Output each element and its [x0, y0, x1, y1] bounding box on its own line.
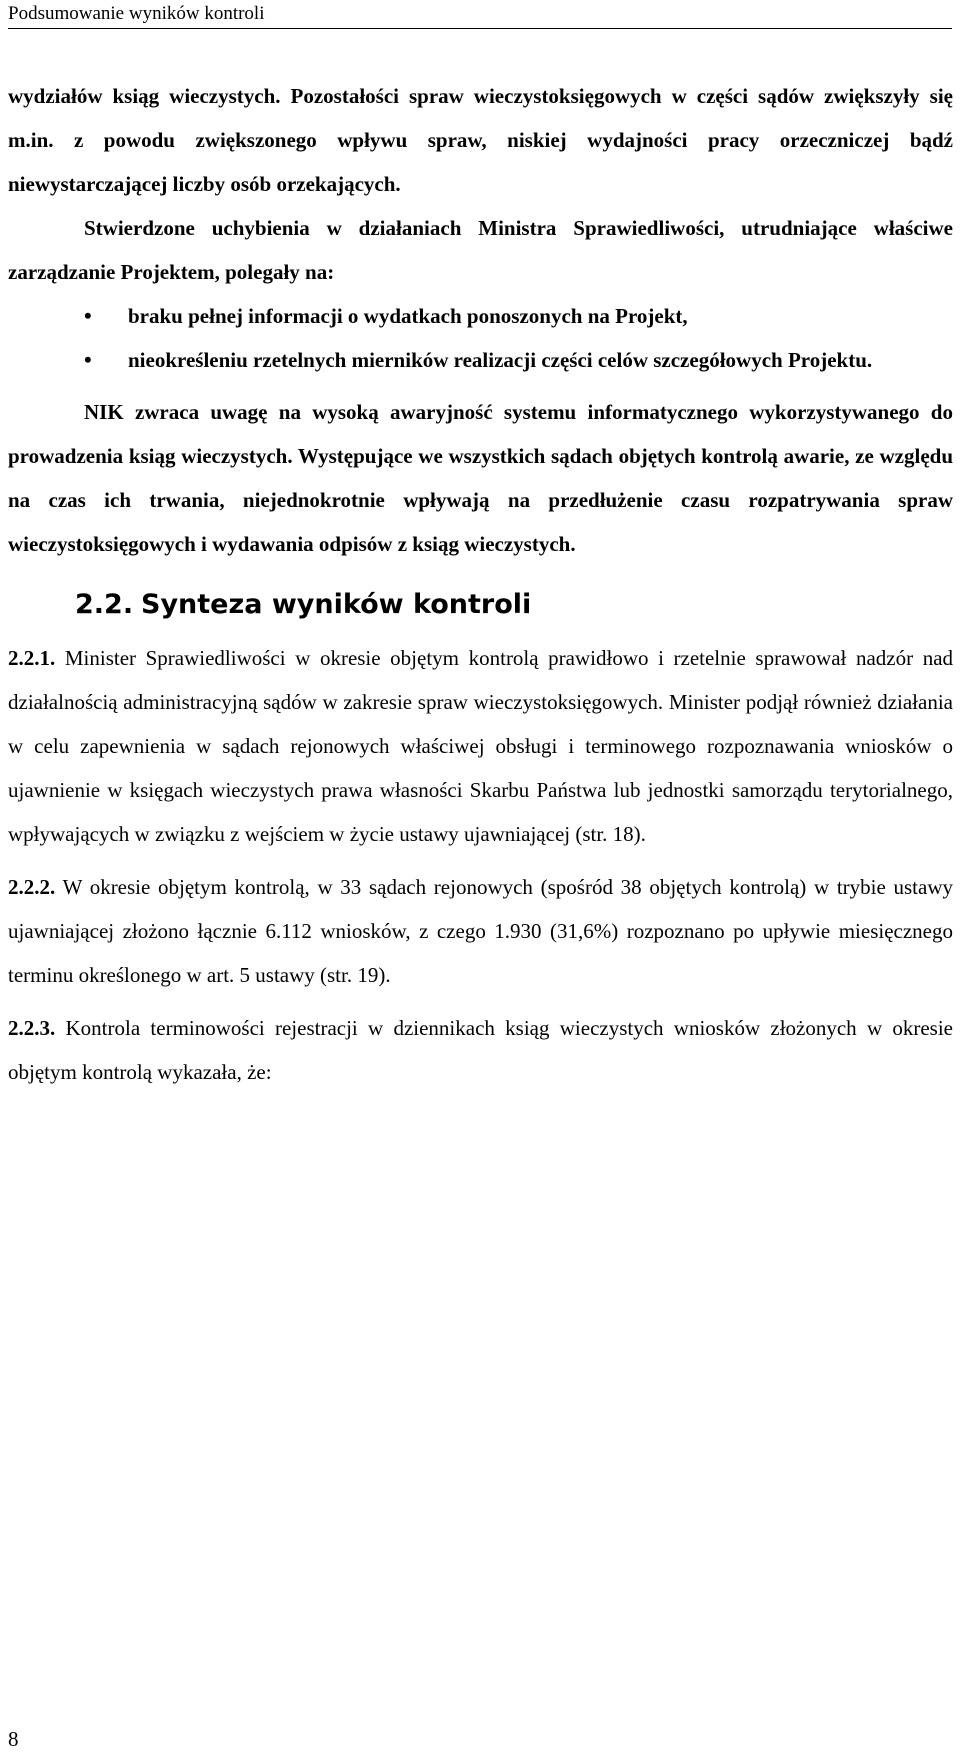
section-number: 2.2. — [75, 589, 134, 620]
paragraph-continuation: wydziałów ksiąg wieczystych. Pozostałości spraw wieczystoksięgowych w części sądów zwiększyły się m.in. z powodu zwiększonego wpływu spraw, niskiej wydajności pracy orzeczniczej bądź niewystarczającej liczby osób orzekających. — [8, 84, 953, 196]
numbered-paragraph — [8, 865, 953, 997]
bullet-list — [8, 294, 953, 382]
list-item — [8, 294, 953, 338]
running-header: Podsumowanie wyników kontroli — [8, 3, 265, 24]
paragraph-number: 2.2.3. — [8, 1016, 56, 1040]
paragraph-number: 2.2.2. — [8, 875, 56, 899]
header-rule — [8, 28, 952, 29]
list-item — [8, 338, 953, 382]
paragraph-text: W okresie objętym kontrolą, w 33 sądach rejonowych (spośród 38 objętych kontrolą) w trybie ustawy ujawniającej złożono łącznie 6.112 wniosków, z czego 1.930 (31,6%) rozpoznano po upływie miesięcznego terminu określonego w art. 5 ustawy (str. 19). — [8, 875, 953, 987]
paragraph-shortcomings: Stwierdzone uchybienia w działaniach Ministra Sprawiedliwości, utrudniające właściwe zarządzanie Projektem, polegały na: — [8, 216, 953, 284]
page-number: 8 — [8, 1727, 19, 1751]
paragraph-number: 2.2.1. — [8, 646, 56, 670]
list-item-text: nieokreśleniu rzetelnych mierników realizacji części celów szczegółowych Projektu. — [128, 348, 873, 372]
bullet-icon: • — [84, 347, 92, 372]
numbered-paragraph — [8, 1006, 953, 1094]
paragraph-nik-note: NIK zwraca uwagę na wysoką awaryjność systemu informatycznego wykorzystywanego do prowadzenia ksiąg wieczystych. Występujące we wszystkich sądach objętych kontrolą awarie, ze względu na czas ich trwania, niejednokrotnie wpływają na przedłużenie czasu rozpatrywania spraw wieczystoksięgowych i wydawania odpisów z ksiąg wieczystych. — [8, 400, 953, 556]
numbered-paragraph — [8, 636, 953, 856]
paragraph-text: Minister Sprawiedliwości w okresie objętym kontrolą prawidłowo i rzetelnie sprawował nadzór nad działalnością administracyjną sądów w zakresie spraw wieczystoksięgowych. Minister podjął również działania w celu zapewnienia w sądach rejonowych właściwej obsługi i terminowego rozpoznawania wniosków o ujawnienie w księgach wieczystych prawa własności Skarbu Państwa lub jednostki samorządu terytorialnego, wpływających w związku z wejściem w życie ustawy ujawniającej (str. 18). — [8, 646, 954, 846]
list-item-text: braku pełnej informacji o wydatkach ponoszonych na Projekt, — [128, 304, 688, 328]
paragraph-text: Kontrola terminowości rejestracji w dziennikach ksiąg wieczystych wniosków złożonych w okresie objętym kontrolą wykazała, że: — [8, 1016, 954, 1084]
section-title: Synteza wyników kontroli — [141, 589, 532, 620]
section-heading — [75, 580, 953, 630]
bullet-icon: • — [84, 303, 92, 328]
page-content — [8, 74, 953, 1094]
